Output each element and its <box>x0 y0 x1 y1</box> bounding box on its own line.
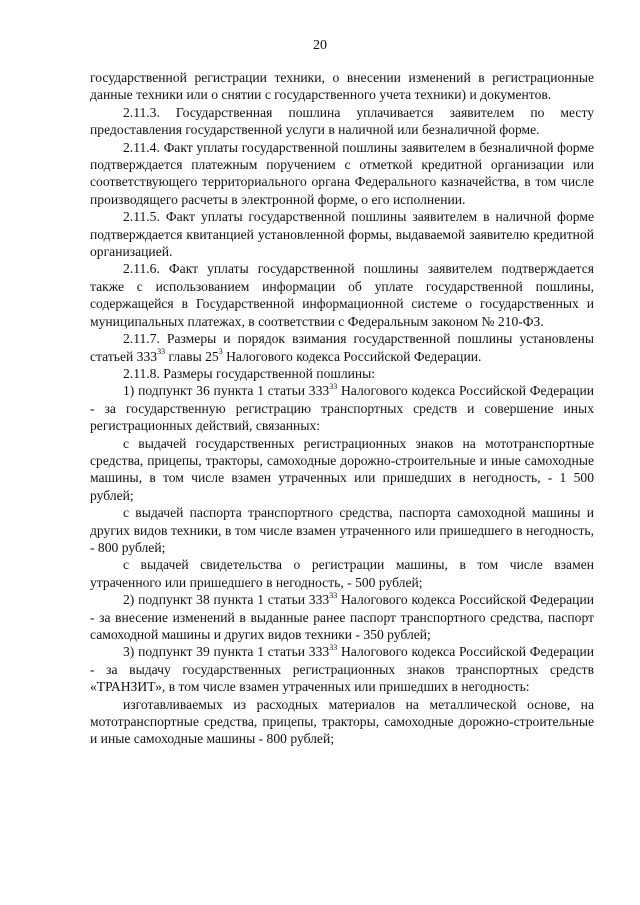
paragraph-text: изготавливаемых из расходных материалов на металлической основе, на мототранспортные средства, прицепы, тракторы, самоходные дорожно-строительные и иные самоходные машины - 800 рублей; <box>90 696 594 747</box>
paragraph <box>90 139 594 209</box>
paragraph-text: 2.11.4. Факт уплаты государственной пошлины заявителем в безналичной форме подтверждается платежным поручением с отметкой кредитной организации или соответствующего территориального органа Федерального казначейства, в том числе производящего расчеты в электронной форме, о его исполнении. <box>90 139 594 207</box>
paragraph-text: Налогового кодекса Российской Федерации - за выдачу государственных регистрационных знаков транспортных средств «ТРАНЗИТ», в том числе взамен утраченных или пришедших в негодность: <box>90 644 594 695</box>
superscript-text: 33 <box>329 381 338 391</box>
document-body <box>90 69 594 748</box>
paragraph-text: Налогового кодекса Российской Федерации. <box>222 348 482 364</box>
superscript-text: 33 <box>329 642 338 652</box>
paragraph-text: 2.11.6. Факт уплаты государственной пошлины заявителем подтверждается также с использованием информации об уплате государственной пошлины, содержащейся в Государственной информационной системе о государственных и муниципальных платежах, в соответствии с Федеральным законом № 210-ФЗ. <box>90 261 594 329</box>
paragraph-text: 1) подпункт 36 пункта 1 статьи 333 <box>123 383 330 399</box>
paragraph <box>90 104 594 139</box>
paragraph-text: 3) подпункт 39 пункта 1 статьи 333 <box>123 644 330 660</box>
paragraph <box>90 208 594 260</box>
paragraph-text: с выдачей свидетельства о регистрации машины, в том числе взамен утраченного или пришедшего в негодность, - 500 рублей; <box>90 557 594 590</box>
paragraph-text: 2) подпункт 38 пункта 1 статьи 333 <box>123 592 330 608</box>
superscript-text: 3 <box>218 346 223 356</box>
paragraph-text: 2.11.8. Размеры государственной пошлины: <box>123 365 376 381</box>
paragraph-text: с выдачей паспорта транспортного средства, паспорта самоходной машины и других видов техники, в том числе взамен утраченного или пришедшего в негодность, - 800 рублей; <box>90 505 594 555</box>
paragraph-text: 2.11.3. Государственная пошлина уплачивается заявителем по месту предоставления государственной услуги в наличной или безналичной форме. <box>90 104 594 138</box>
paragraph <box>90 435 594 505</box>
paragraph <box>90 330 594 365</box>
paragraph-text: государственной регистрации техники, о внесении изменений в регистрационные данные техники или о снятии с государственного учета техники) и документов. <box>90 70 594 103</box>
paragraph <box>90 696 594 748</box>
paragraph <box>90 260 594 330</box>
paragraph <box>90 643 594 695</box>
paragraph-text: главы 25 <box>165 348 219 364</box>
paragraph-text: 2.11.7. Размеры и порядок взимания государственной пошлины установлены статьей 333 <box>90 331 594 364</box>
superscript-text: 33 <box>157 346 166 356</box>
paragraph-text: 2.11.5. Факт уплаты государственной пошлины заявителем в наличной форме подтверждается квитанцией установленной формы, выдаваемой заявителю кредитной организацией. <box>90 209 594 260</box>
paragraph-text: Налогового кодекса Российской Федерации - за государственную регистрацию транспортных средств и совершение иных регистрационных действий, связанных: <box>90 383 594 434</box>
superscript-text: 33 <box>329 590 338 600</box>
paragraph-text: Налогового кодекса Российской Федерации - за внесение изменений в выданные ранее паспорт транспортного средства, паспорт самоходной машины и других видов техники - 350 рублей; <box>90 592 594 642</box>
paragraph <box>90 591 594 643</box>
page-number: 20 <box>313 38 327 53</box>
paragraph <box>90 382 594 434</box>
paragraph <box>90 556 594 591</box>
paragraph-text: с выдачей государственных регистрационных знаков на мототранспортные средства, прицепы, тракторы, самоходные дорожно-строительные и иные самоходные машины, в том числе взамен утраченных или пришедших в негодность, - 1 500 рублей; <box>90 435 594 503</box>
paragraph <box>90 365 594 382</box>
paragraph <box>90 504 594 556</box>
paragraph <box>90 69 594 104</box>
